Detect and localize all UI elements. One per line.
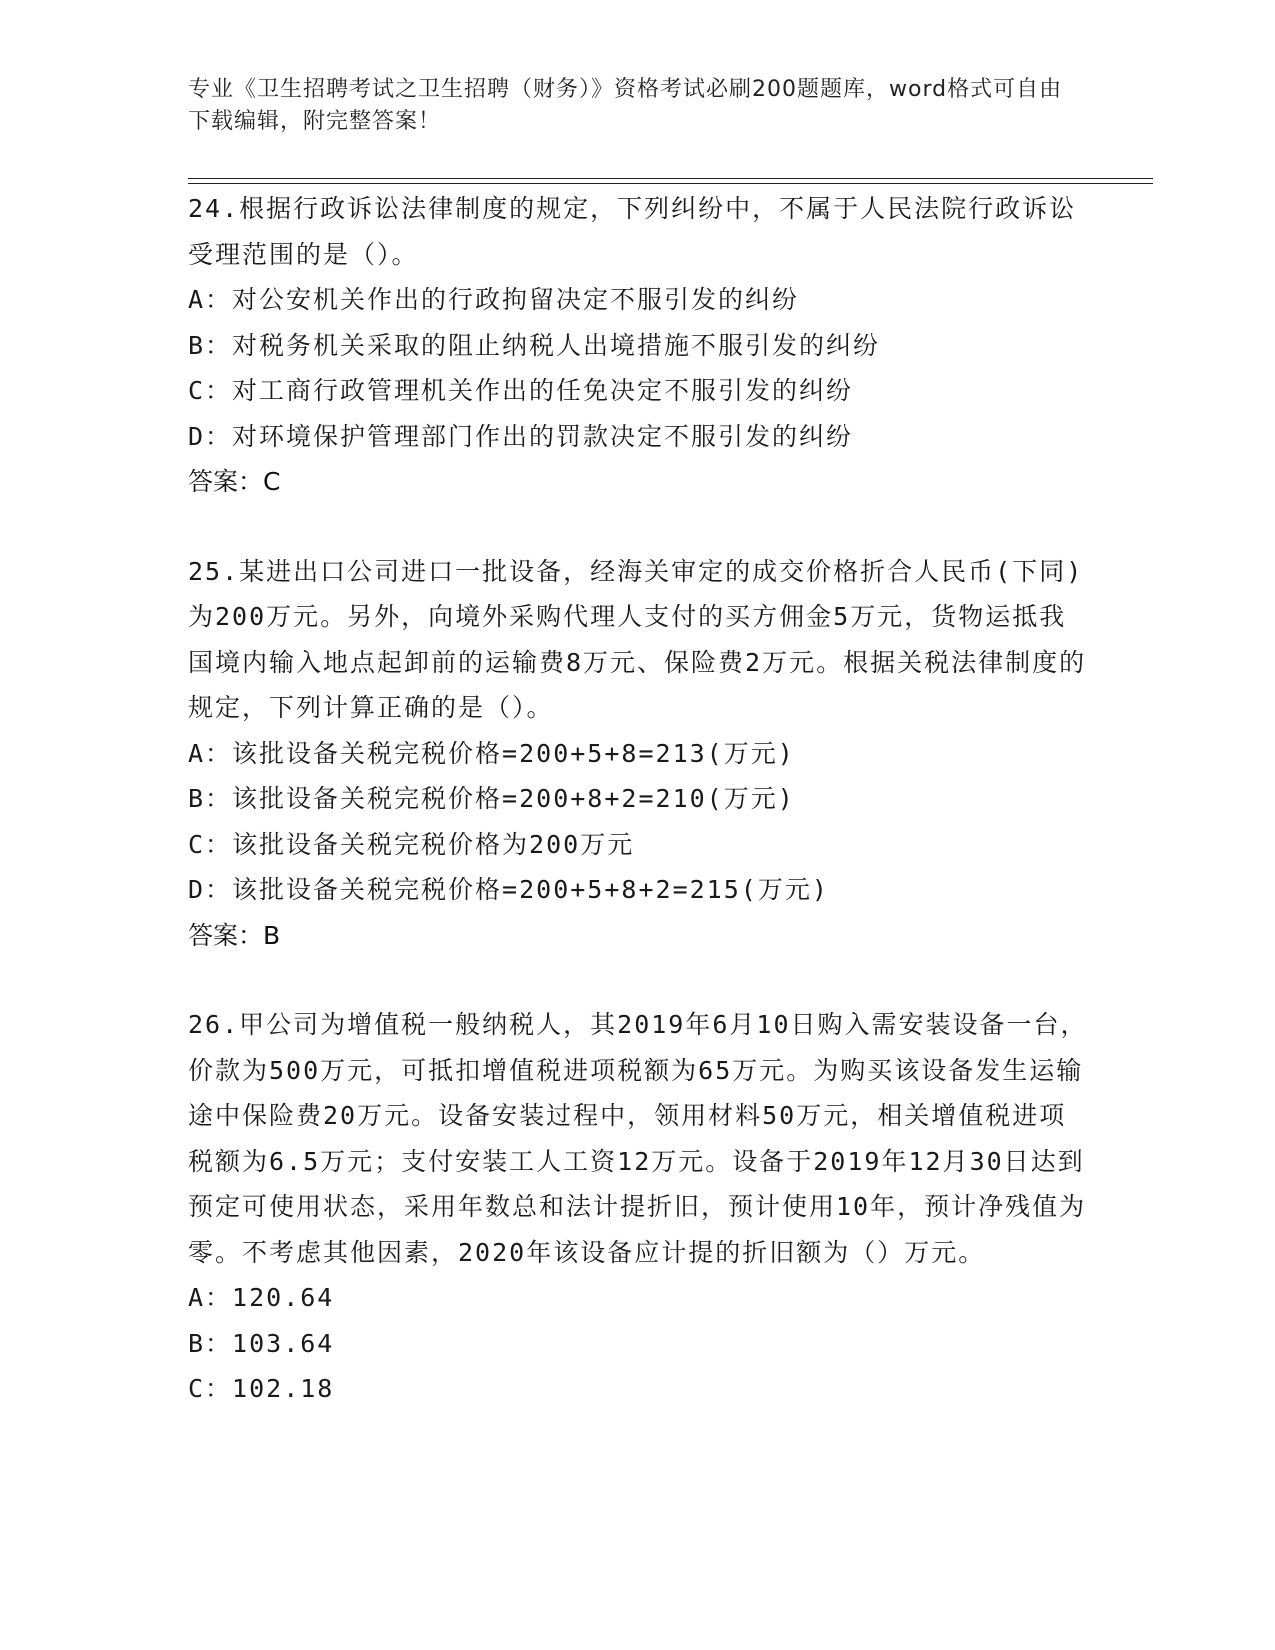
question-26 [188, 1002, 1088, 1412]
question-25 [188, 549, 1088, 959]
option-a: A：该批设备关税完税价格=200+5+8=213(万元) [188, 738, 795, 768]
answer-label: 答案：B [188, 920, 281, 950]
question-stem: 24.根据行政诉讼法律制度的规定，下列纠纷中，不属于人民法院行政诉讼受理范围的是（）。 [188, 194, 1077, 269]
option-a: A：120.64 [188, 1283, 335, 1312]
question-24 [188, 186, 1088, 505]
document-header: 专业《卫生招聘考试之卫生招聘（财务）》资格考试必刷200题题库，word格式可自由下载编辑，附完整答案！ [188, 77, 1063, 134]
header-divider-bottom [188, 183, 1153, 184]
option-b: B：对税务机关采取的阻止纳税人出境措施不服引发的纠纷 [188, 330, 881, 360]
option-d: D：该批设备关税完税价格=200+5+8+2=215(万元) [188, 875, 829, 904]
question-stem: 26.甲公司为增值税一般纳税人，其2019年6月10日购入需安装设备一台，价款为500万元，可抵扣增值税进项税额为65万元。为购买该设备发生运输途中保险费20万元。设备安装过程中，领用材料50万元，相关增值税进项税额为6.5万元；支付安装工人工资12万元。设备于2019年12月30日达到预定可使用状态，采用年数总和法计提折旧，预计使用10年，预计净残值为零。不考虑其他因素，2020年该设备应计提的折旧额为（）万元。 [188, 1010, 1088, 1267]
option-d: D：对环境保护管理部门作出的罚款决定不服引发的纠纷 [188, 421, 854, 451]
answer-label: 答案：C [188, 467, 281, 496]
option-b: B：该批设备关税完税价格=200+8+2=210(万元) [188, 784, 795, 813]
option-b: B：103.64 [188, 1328, 335, 1358]
option-c: C：该批设备关税完税价格为200万元 [188, 829, 635, 859]
option-a: A：对公安机关作出的行政拘留决定不服引发的纠纷 [188, 285, 800, 314]
option-c: C：102.18 [188, 1374, 335, 1403]
header-divider-top [188, 178, 1153, 179]
question-stem: 25.某进出口公司进口一批设备，经海关审定的成交价格折合人民币(下同)为200万元。另外，向境外采购代理人支付的买方佣金5万元，货物运抵我国境内输入地点起卸前的运输费8万元、保险费2万元。根据关税法律制度的规定，下列计算正确的是（）。 [188, 556, 1087, 722]
question-list [188, 186, 1088, 1456]
option-c: C：对工商行政管理机关作出的任免决定不服引发的纠纷 [188, 376, 854, 405]
